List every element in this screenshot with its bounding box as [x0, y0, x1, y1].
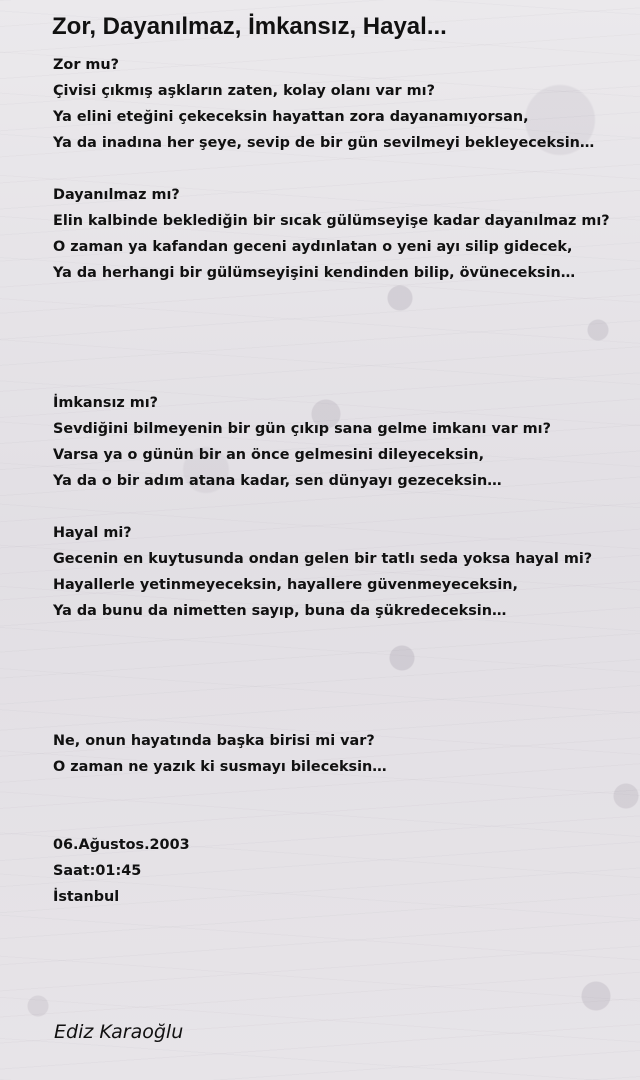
stanza-spacer: [53, 494, 623, 520]
poem-line: Zor mu?: [53, 57, 120, 73]
poem-line: Gecenin en kuytusunda ondan gelen bir tatlı seda yoksa hayal mi?: [53, 551, 593, 567]
poem-line: Elin kalbinde beklediğin bir sıcak gülümseyişe kadar dayanılmaz mı?: [53, 213, 610, 229]
poem-line: Dayanılmaz mı?: [53, 187, 180, 203]
stanza-spacer: [53, 780, 623, 832]
poem-line: O zaman ya kafandan geceni aydınlatan o yeni ayı silip gidecek,: [53, 239, 573, 255]
stanza-imkansiz: [53, 390, 623, 494]
poem-line: Sevdiğini bilmeyenin bir gün çıkıp sana gelme imkanı var mı?: [53, 421, 551, 437]
poem-line: Hayallerle yetinmeyeceksin, hayallere güvenmeyeceksin,: [53, 577, 518, 593]
poem-line: O zaman ne yazık ki susmayı bileceksin…: [53, 759, 387, 775]
stanza-spacer: [53, 286, 623, 390]
poem-author: Ediz Karaoğlu: [54, 1021, 184, 1043]
poem-line: Ya da herhangi bir gülümseyişini kendinden bilip, övüneceksin…: [53, 265, 576, 281]
poem-line: Çivisi çıkmış aşkların zaten, kolay olanı var mı?: [53, 83, 435, 99]
poem-line: Hayal mi?: [53, 525, 132, 541]
poem-line: Ya elini eteğini çekeceksin hayattan zora dayanamıyorsan,: [53, 109, 529, 125]
poem-line: Ne, onun hayatında başka birisi mi var?: [53, 733, 375, 749]
poem-date: 06.Ağustos.2003: [53, 837, 190, 853]
poem-title: Zor, Dayanılmaz, İmkansız, Hayal...: [52, 13, 447, 40]
poem-line: Varsa ya o günün bir an önce gelmesini dileyeceksin,: [53, 447, 485, 463]
poem-line: Ya da bunu da nimetten sayıp, buna da şükredeceksin…: [53, 603, 507, 619]
stanza-spacer: [53, 624, 623, 728]
stanza-dayanilmaz: [53, 182, 623, 286]
stanza-ne: [53, 728, 623, 780]
stanza-zor: [53, 52, 623, 156]
poem-line: Ya da o bir adım atana kadar, sen dünyayı gezeceksin…: [53, 473, 502, 489]
poem-time: Saat:01:45: [53, 863, 142, 879]
stanza-hayal: [53, 520, 623, 624]
poem-line: Ya da inadına her şeye, sevip de bir gün sevilmeyi bekleyeceksin…: [53, 135, 595, 151]
poem-line: İmkansız mı?: [53, 395, 159, 411]
poem-place: İstanbul: [53, 889, 120, 905]
poem-body: [53, 52, 623, 910]
dateline: [53, 832, 623, 910]
stanza-spacer: [53, 156, 623, 182]
